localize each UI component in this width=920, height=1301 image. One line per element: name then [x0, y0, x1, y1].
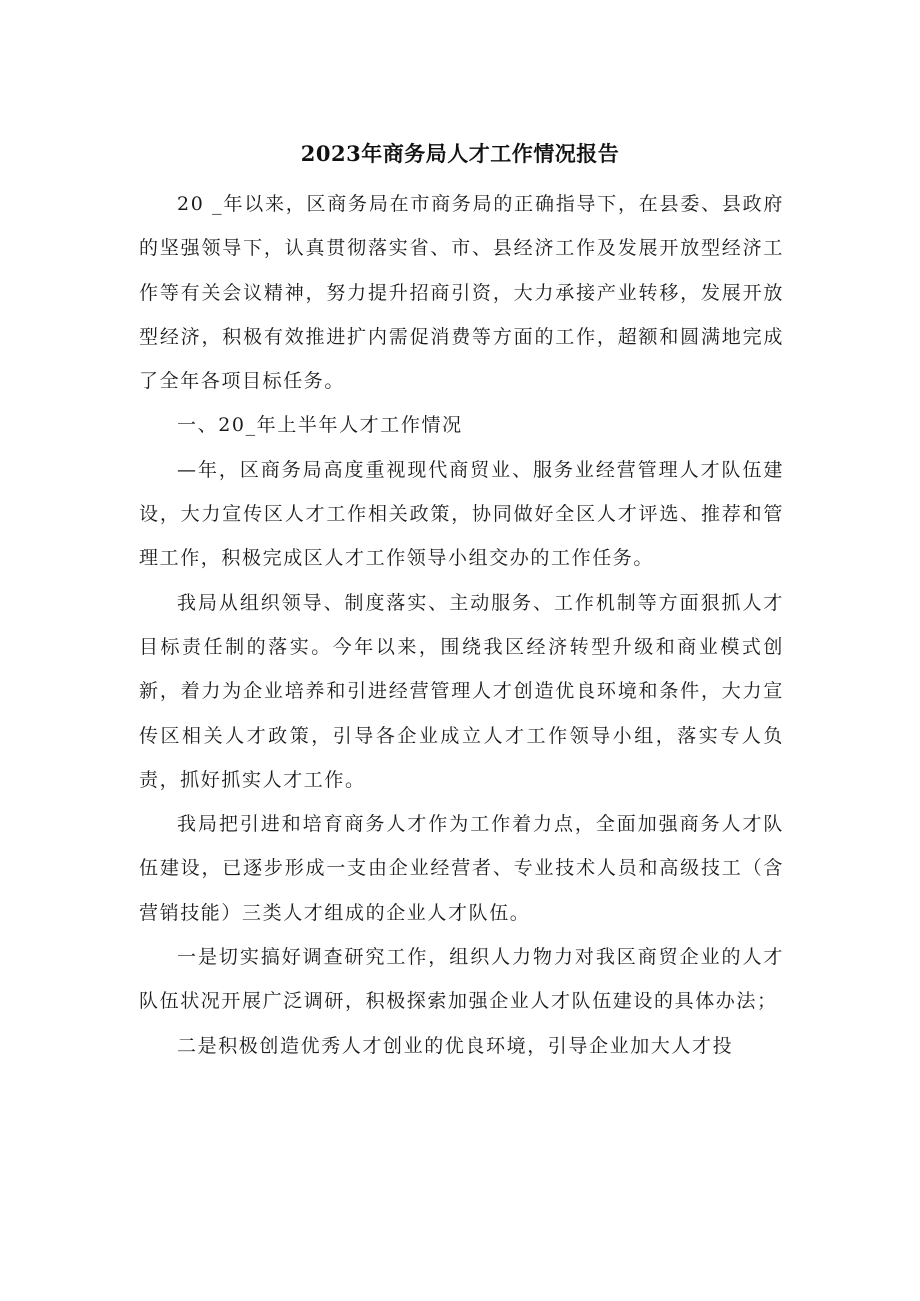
body-paragraph: 二是积极创造优秀人才创业的优良环境，引导企业加大人才投 — [177, 1034, 734, 1057]
body-paragraph: 我局把引进和培育商务人才作为工作着力点，全面加强商务人才队伍建设，已逐步形成一支由企业经营者、专业技术人员和高级技工（含营销技能）三类人才组成的企业人才队伍。 — [139, 813, 784, 924]
document-body — [139, 182, 784, 1068]
intro-paragraph: 20 _年以来，区商务局在市商务局的正确指导下，在县委、县政府的坚强领导下，认真贯彻落实省、市、县经济工作及发展开放型经济工作等有关会议精神，努力提升招商引资，大力承接产业转移，发展开放型经济，积极有效推进扩内需促消费等方面的工作，超额和圆满地完成了全年各项目标任务。 — [139, 193, 784, 393]
document-title: 2023年商务局人才工作情况报告 — [300, 141, 620, 166]
body-paragraph: —年，区商务局高度重视现代商贸业、服务业经营管理人才队伍建设，大力宣传区人才工作相关政策，协同做好全区人才评选、推荐和管理工作，积极完成区人才工作领导小组交办的工作任务。 — [139, 458, 784, 570]
section-heading: 一、20_年上半年人才工作情况 — [177, 414, 463, 437]
body-paragraph: 我局从组织领导、制度落实、主动服务、工作机制等方面狠抓人才目标责任制的落实。今年以来，围绕我区经济转型升级和商业模式创新，着力为企业培养和引进经营管理人才创造优良环境和条件，大力宣传区相关人才政策，引导各企业成立人才工作领导小组，落实专人负责，抓好抓实人才工作。 — [139, 591, 784, 791]
body-paragraph: 一是切实搞好调查研究工作，组织人力物力对我区商贸企业的人才队伍状况开展广泛调研，积极探索加强企业人才队伍建设的具体办法； — [139, 946, 784, 1013]
